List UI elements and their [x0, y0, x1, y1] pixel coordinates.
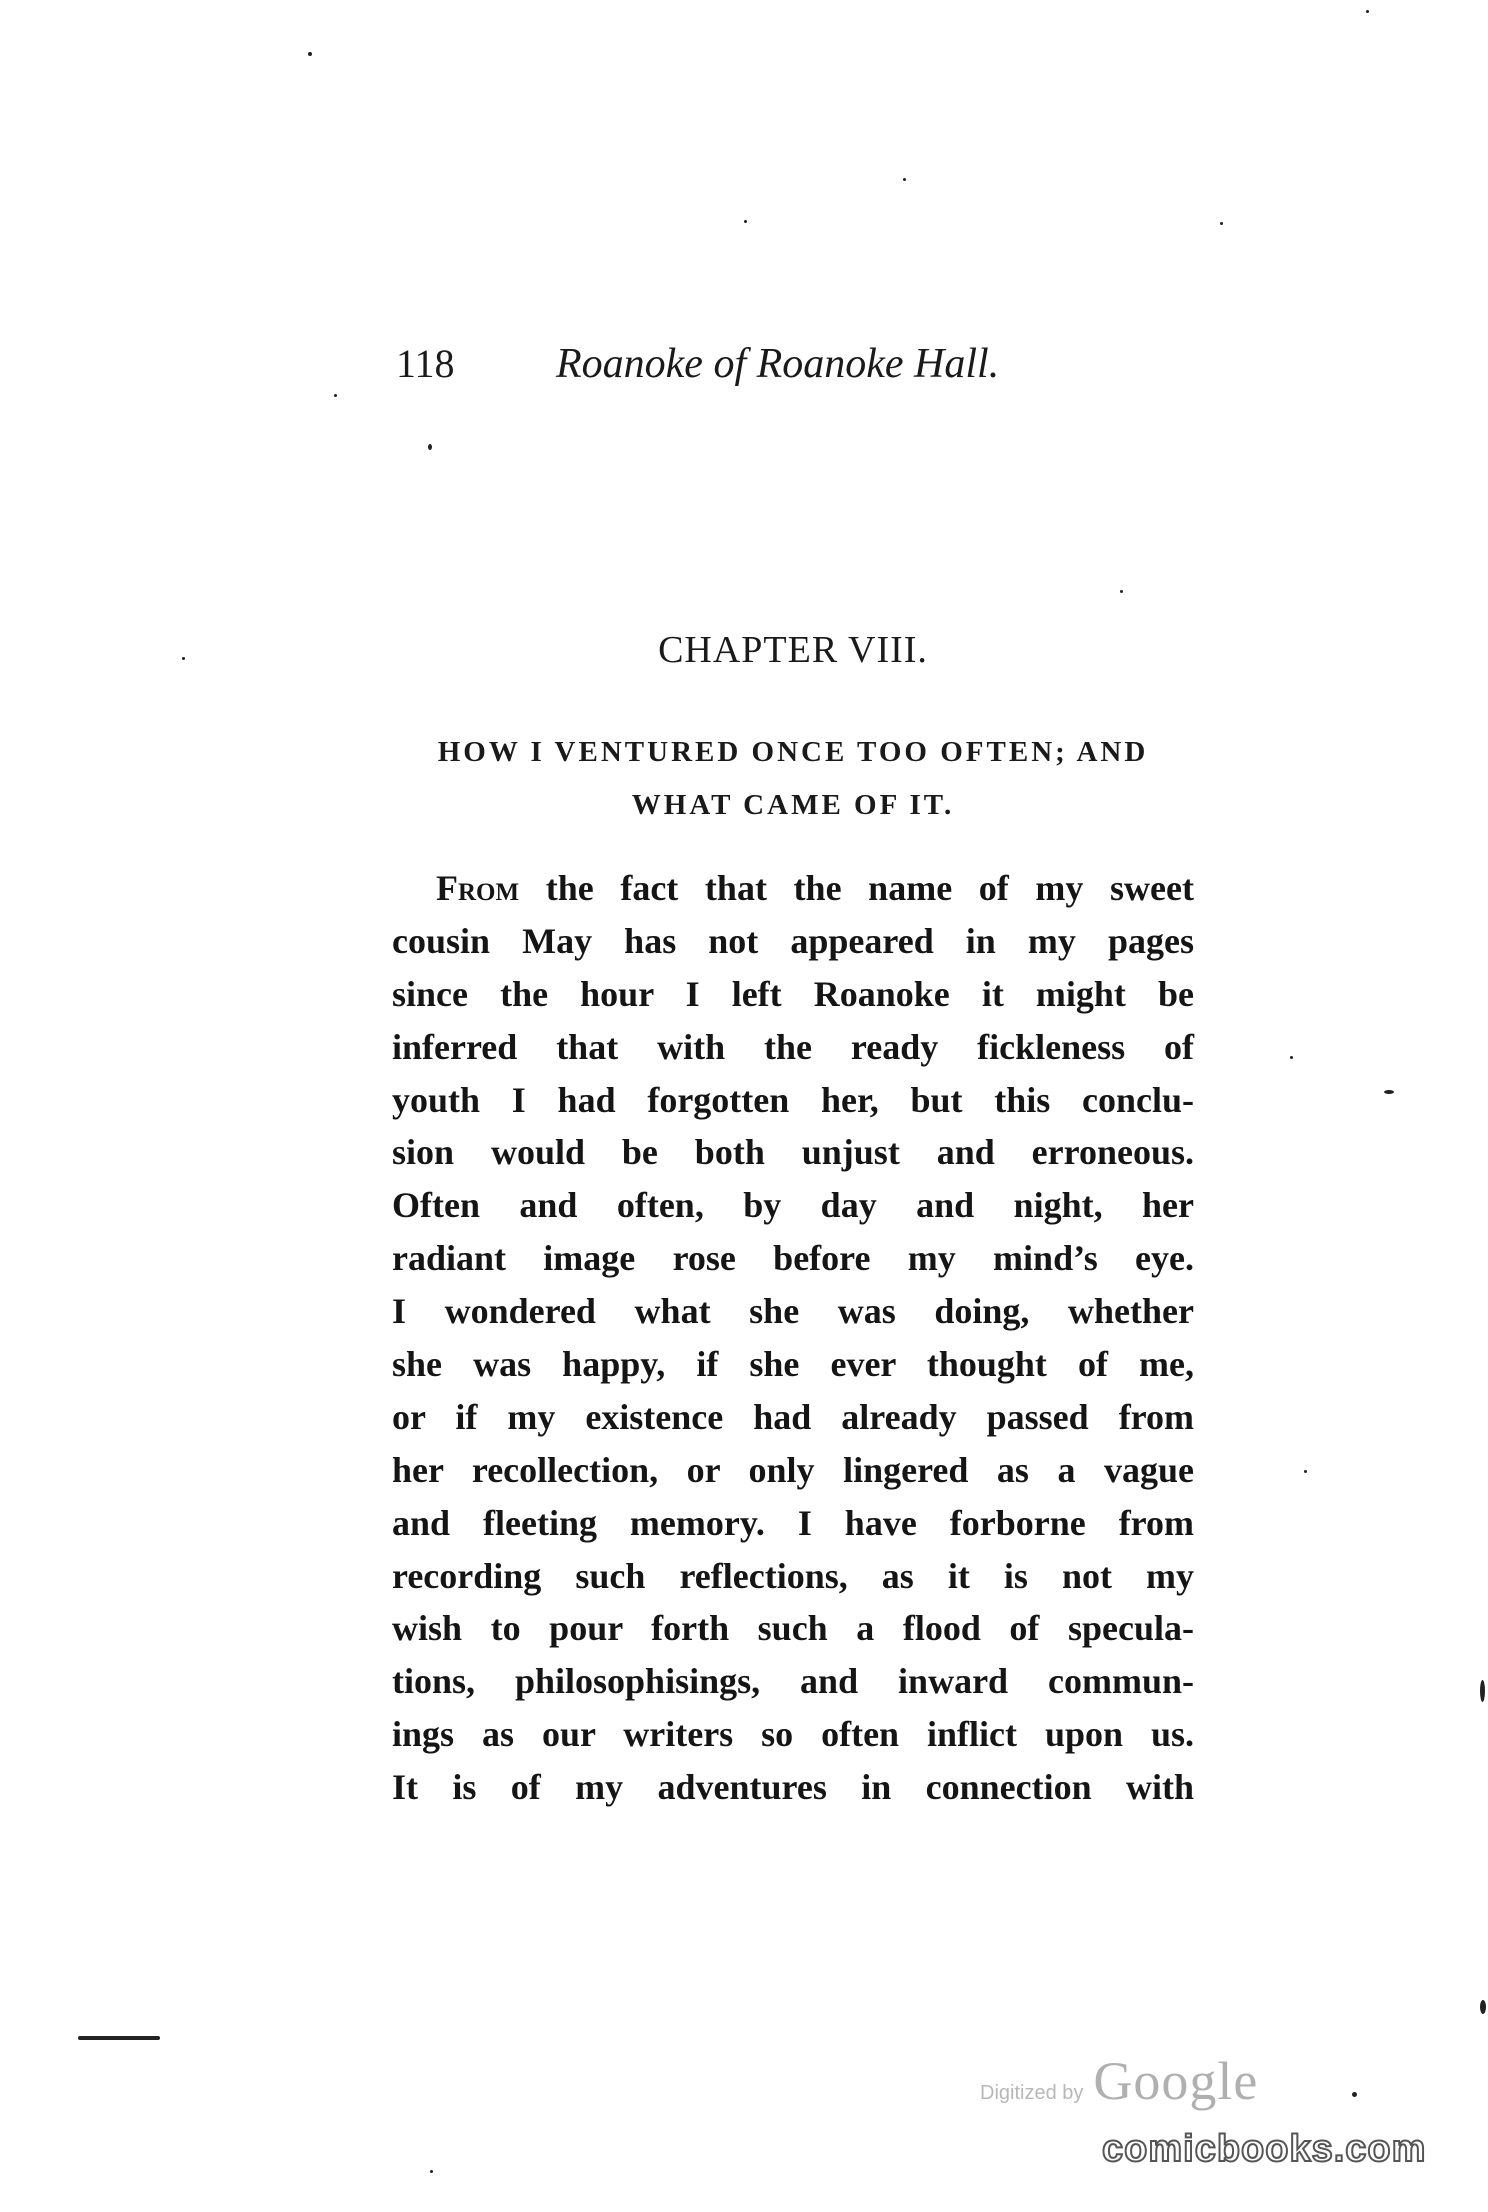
chapter-title: CHAPTER VIII.	[658, 629, 928, 671]
running-head-title: Roanoke of Roanoke Hall.	[556, 341, 1000, 387]
chapter-subtitle	[392, 726, 1194, 832]
scan-speck	[334, 394, 337, 397]
scan-speck	[430, 2170, 433, 2173]
chapter-subtitle-line: WHAT CAME OF IT.	[631, 789, 955, 821]
first-line-text: the fact that the name of my sweet	[519, 868, 1194, 908]
scan-speck	[903, 178, 906, 181]
scan-speck	[428, 444, 432, 450]
body-line: I wondered what she was doing, whether	[392, 1291, 1194, 1332]
scan-speck	[1352, 2092, 1357, 2097]
body-line: sion would be both unjust and erroneous.	[392, 1132, 1194, 1173]
scan-speck	[744, 220, 747, 223]
scan-speck	[1290, 1056, 1293, 1059]
running-header	[396, 340, 1196, 400]
body-line: cousin May has not appeared in my pages	[392, 920, 1194, 961]
scan-speck	[1366, 10, 1369, 13]
scan-speck	[182, 657, 185, 660]
body-paragraph	[392, 862, 1194, 1814]
body-line: Often and often, by day and night, her	[392, 1185, 1194, 1226]
scan-speck	[1120, 590, 1123, 593]
body-line: youth I had forgotten her, but this conclu-	[392, 1079, 1194, 1120]
scan-speck	[1480, 2000, 1486, 2014]
google-watermark	[980, 2050, 1258, 2112]
body-line: or if my existence had already passed from	[392, 1396, 1194, 1437]
body-line: recording such reflections, as it is not my	[392, 1555, 1194, 1596]
body-line: and fleeting memory. I have forborne from	[392, 1502, 1194, 1543]
body-line: since the hour I left Roanoke it might be	[392, 973, 1194, 1014]
body-line: her recollection, or only lingered as a vague	[392, 1449, 1194, 1490]
body-line: she was happy, if she ever thought of me,	[392, 1344, 1194, 1385]
page-number: 118	[396, 341, 455, 386]
google-logo: Google	[1093, 2051, 1259, 2111]
body-line	[392, 862, 1194, 915]
body-line: ings as our writers so often inflict upon us.	[392, 1714, 1194, 1755]
margin-ink-mark	[78, 2036, 160, 2040]
body-line: inferred that with the ready fickleness of	[392, 1026, 1194, 1067]
scan-speck	[1304, 1470, 1307, 1473]
scan-speck	[1220, 222, 1223, 225]
scan-speck	[1384, 1090, 1394, 1094]
body-line: tions, philosophisings, and inward commun-	[392, 1661, 1194, 1702]
scan-speck	[308, 52, 312, 56]
site-watermark: comicbooks.com	[1102, 2128, 1427, 2170]
chapter-subtitle-line: HOW I VENTURED ONCE TOO OFTEN; AND	[437, 736, 1149, 768]
digitized-by-label: Digitized by	[980, 2082, 1084, 2104]
body-line: wish to pour forth such a flood of specula-	[392, 1608, 1194, 1649]
scan-speck	[1480, 1680, 1485, 1702]
body-line: It is of my adventures in connection with	[392, 1767, 1194, 1808]
body-line: radiant image rose before my mind’s eye.	[392, 1238, 1194, 1279]
lead-word: From	[436, 868, 520, 908]
